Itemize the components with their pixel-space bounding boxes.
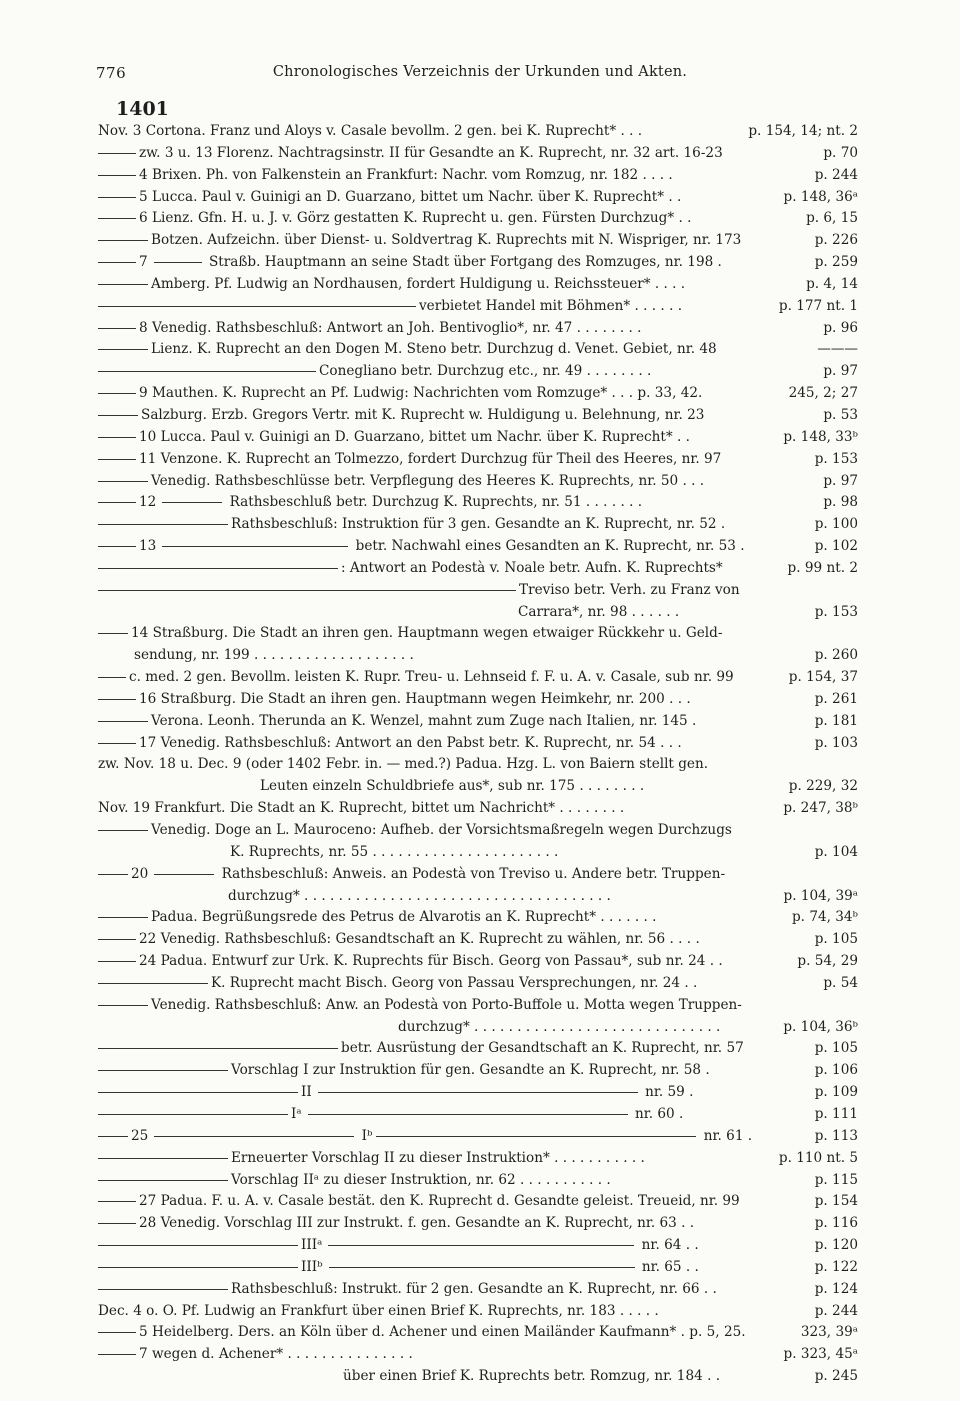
entry-text	[98, 514, 758, 536]
page-reference: p. 105	[814, 931, 858, 948]
page-reference: p. 226	[814, 232, 858, 249]
ditto-rule	[98, 502, 136, 503]
entry-row	[98, 1322, 858, 1344]
entry-main-text: Venedig. Rathsbeschlüsse betr. Verpflegung des Heeres K. Ruprechts, nr. 50 . . .	[151, 472, 705, 489]
entry-main-text: Venedig. Rathsbeschluß: Anw. an Podestà von Porto-Buffole u. Motta wegen Truppen-	[151, 996, 742, 1013]
entry-row	[98, 558, 858, 580]
entry-main-text: 7	[139, 254, 148, 271]
entry-continuation-text: nr. 60 .	[630, 1105, 684, 1122]
entry-text	[98, 318, 758, 340]
entry-text	[98, 711, 758, 733]
entry-main-text: zw. Nov. 18 u. Dec. 9 (oder 1402 Febr. in. — med.?) Padua. Hzg. L. von Baiern stellt gen.	[98, 756, 709, 773]
page-reference: p. 97	[823, 472, 858, 489]
ditto-rule	[308, 1114, 628, 1115]
page-reference: 245, 2; 27	[788, 385, 858, 402]
entry-main-text: Padua. Begrüßungsrede des Petrus de Alvarotis an K. Ruprecht* . . . . . . .	[151, 909, 657, 926]
entry-text	[98, 143, 758, 165]
entry-text	[134, 645, 758, 667]
entry-continuation-text: Rathsbeschluß: Anweis. an Podestà von Treviso u. Andere betr. Truppen-	[217, 865, 726, 882]
ditto-rule	[98, 415, 138, 416]
entry-main-text: betr. Ausrüstung der Gesandtschaft an K. Ruprecht, nr. 57	[341, 1040, 744, 1057]
entry-text	[98, 536, 758, 558]
entry-row	[98, 230, 858, 252]
entry-row	[98, 1104, 858, 1126]
entry-main-text: 16 Straßburg. Die Stadt an ihren gen. Hauptmann wegen Heimkehr, nr. 200 . . .	[139, 690, 691, 707]
entry-main-text: 8 Venedig. Rathsbeschluß: Antwort an Joh. Bentivoglio*, nr. 47 . . . . . . . .	[139, 319, 642, 336]
entry-main-text: 25	[131, 1127, 149, 1144]
entry-main-text: sendung, nr. 199 . . . . . . . . . . . . . . . . . . .	[134, 647, 414, 664]
entry-main-text: 20	[131, 865, 149, 882]
entry-row	[98, 667, 858, 689]
ditto-rule	[98, 437, 136, 438]
page-reference: p. 153	[814, 603, 858, 620]
entry-row	[98, 1148, 858, 1170]
ditto-rule	[98, 153, 136, 154]
page-reference: p. 109	[814, 1084, 858, 1101]
entry-row	[98, 1170, 858, 1192]
entry-text	[98, 361, 758, 383]
entry-row	[98, 1126, 858, 1148]
ditto-rule	[98, 1048, 338, 1049]
entry-main-text: Dec. 4 o. O. Pf. Ludwig an Frankfurt über einen Brief K. Ruprechts, nr. 183 . . . . .	[98, 1302, 659, 1319]
running-title: Chronologisches Verzeichnis der Urkunden und Akten.	[272, 64, 688, 80]
entry-text	[98, 1191, 758, 1213]
entry-text	[98, 973, 758, 995]
page-reference: p. 105	[814, 1040, 858, 1057]
ditto-rule	[98, 677, 126, 678]
entry-main-text: über einen Brief K. Ruprechts betr. Romzug, nr. 184 . .	[343, 1368, 721, 1385]
entry-main-text: 6 Lienz. Gfn. H. u. J. v. Görz gestatten K. Ruprecht u. gen. Fürsten Durchzug* . .	[139, 210, 692, 227]
page-reference: p. 102	[814, 538, 858, 555]
entry-main-text: 4 Brixen. Ph. von Falkenstein an Frankfurt: Nachr. vom Romzug, nr. 182 . . . .	[139, 166, 673, 183]
entry-continuation-text: nr. 61 .	[699, 1127, 753, 1144]
ditto-rule	[98, 1136, 128, 1137]
entry-text	[98, 187, 758, 209]
entry-row	[98, 754, 858, 776]
ditto-rule	[98, 939, 136, 940]
ditto-rule	[98, 284, 148, 285]
page-reference: p. 116	[814, 1215, 858, 1232]
page-reference: p. 122	[814, 1258, 858, 1275]
entry-row	[98, 929, 858, 951]
entry-row	[98, 1235, 858, 1257]
page-reference: 323, 39ᵃ	[800, 1324, 858, 1341]
ditto-rule	[376, 1136, 696, 1137]
entry-continuation-text: nr. 64 . .	[637, 1237, 699, 1254]
entry-main-text: 27 Padua. F. u. A. v. Casale bestät. den K. Ruprecht d. Gesandte geleist. Treueid, nr. 99	[139, 1193, 740, 1210]
entry-main-text: Nov. 3 Cortona. Franz und Aloys v. Casale bevollm. 2 gen. bei K. Ruprecht* . . .	[98, 123, 643, 139]
entry-row	[98, 733, 858, 755]
ditto-rule	[98, 874, 128, 875]
entry-text	[98, 1148, 758, 1170]
entry-main-text: 11 Venzone. K. Ruprecht an Tolmezzo, fordert Durchzug für Theil des Heeres, nr. 97	[139, 450, 722, 467]
page-reference: p. 96	[823, 319, 858, 336]
entry-main-text: K. Ruprechts, nr. 55 . . . . . . . . . . . . . . . . . . . . . .	[230, 843, 559, 860]
entry-text	[98, 864, 758, 886]
entry-text	[98, 296, 758, 318]
entry-row	[98, 1082, 858, 1104]
ditto-rule	[98, 306, 416, 307]
entry-text	[98, 1344, 758, 1366]
entry-row	[98, 296, 858, 318]
page-reference: p. 260	[814, 647, 858, 664]
entry-main-text: 10 Lucca. Paul v. Guinigi an D. Guarzano, bittet um Nachr. über K. Ruprecht* . .	[139, 428, 690, 445]
page-reference: p. 98	[823, 494, 858, 511]
entry-text	[98, 907, 758, 929]
entry-text	[98, 471, 758, 493]
entry-text	[98, 1170, 758, 1192]
entry-row	[98, 121, 858, 143]
page-reference: p. 154	[814, 1193, 858, 1210]
entry-row	[98, 907, 858, 929]
entry-main-text: Conegliano betr. Durchzug etc., nr. 49 . . . . . . . .	[319, 363, 652, 380]
ditto-rule	[98, 1223, 136, 1224]
entry-text	[98, 733, 758, 755]
entry-main-text: 7	[139, 1346, 148, 1363]
page-reference: p. 124	[814, 1280, 858, 1297]
entry-text	[260, 776, 758, 798]
ditto-rule	[98, 197, 136, 198]
entry-continuation-text: nr. 65 . .	[637, 1258, 699, 1275]
page-reference: p. 104, 39ᵃ	[783, 887, 858, 904]
entry-row	[98, 995, 858, 1017]
entry-row	[98, 514, 858, 536]
entry-main-text: Rathsbeschluß: Instruktion für 3 gen. Gesandte an K. Ruprecht, nr. 52 .	[231, 516, 726, 533]
page-reference: p. 229, 32	[788, 778, 858, 795]
ditto-rule	[98, 721, 148, 722]
page-reference: p. 154, 14; nt. 2	[748, 123, 858, 139]
ditto-rule	[98, 1289, 228, 1290]
entry-text	[98, 165, 758, 187]
entry-main-text: Erneuerter Vorschlag II zu dieser Instruktion* . . . . . . . . . . .	[231, 1149, 645, 1166]
ditto-rule	[154, 1136, 354, 1137]
ditto-rule	[318, 1092, 638, 1093]
entry-main-text: Carrara*, nr. 98 . . . . . .	[518, 603, 680, 620]
entry-text	[98, 995, 758, 1017]
page-reference: p. 104	[814, 843, 858, 860]
entry-text	[98, 558, 758, 580]
page-reference: p. 244	[814, 166, 858, 183]
entry-text	[98, 798, 758, 820]
page-reference: p. 54	[823, 974, 858, 991]
page-reference: p. 247, 38ᵇ	[783, 800, 858, 817]
page-reference: p. 181	[814, 712, 858, 729]
entry-row	[98, 645, 858, 667]
entry-main-text: Leuten einzeln Schuldbriefe aus*, sub nr. 175 . . . . . . . .	[260, 778, 645, 795]
entry-row	[98, 1213, 858, 1235]
entry-row	[98, 1257, 858, 1279]
entry-text	[98, 1257, 758, 1279]
ditto-rule	[98, 1332, 136, 1333]
ditto-rule	[98, 546, 136, 547]
entry-row	[98, 1366, 858, 1388]
entry-text	[98, 252, 758, 274]
entry-text	[98, 1082, 758, 1104]
page-reference: p. 54, 29	[797, 953, 858, 970]
page-reference: p. 103	[814, 734, 858, 751]
entry-row	[98, 1191, 858, 1213]
ditto-rule	[98, 481, 148, 482]
entry-continuation-text: wegen d. Achener* . . . . . . . . . . . . . . .	[147, 1346, 413, 1363]
entry-text	[98, 1104, 758, 1126]
entry-main-text: Treviso betr. Verh. zu Franz von	[519, 581, 740, 598]
ditto-rule	[98, 524, 228, 525]
page-reference: p. 148, 33ᵇ	[783, 428, 858, 445]
entry-row	[98, 1017, 858, 1039]
page-number: 776	[96, 64, 127, 82]
entry-main-text: K. Ruprecht macht Bisch. Georg von Passau Versprechungen, nr. 24 . .	[211, 974, 698, 991]
entry-text	[98, 405, 758, 427]
ditto-rule	[98, 699, 136, 700]
entry-row	[98, 864, 858, 886]
ditto-rule	[98, 1267, 298, 1268]
page-reference: p. 70	[823, 144, 858, 161]
entry-main-text: IIIᵇ	[301, 1258, 323, 1275]
entry-row	[98, 492, 858, 514]
ditto-rule	[98, 568, 338, 569]
ditto-rule	[98, 983, 208, 984]
entry-row	[98, 1060, 858, 1082]
entry-row	[98, 1301, 858, 1323]
ditto-rule	[98, 349, 148, 350]
entry-text	[98, 339, 758, 361]
entry-row	[98, 536, 858, 558]
ditto-rule	[328, 1245, 634, 1246]
page-reference: p. 148, 36ᵃ	[783, 188, 858, 205]
entry-row	[98, 1279, 858, 1301]
ditto-rule	[98, 218, 136, 219]
entry-text	[398, 1017, 758, 1039]
entry-main-text: durchzug* . . . . . . . . . . . . . . . . . . . . . . . . . . . . . . . . . . . .	[228, 887, 611, 904]
page-reference: p. 259	[814, 254, 858, 271]
page-reference: p. 115	[814, 1171, 858, 1188]
page-reference: p. 74, 34ᵇ	[791, 909, 858, 926]
entry-row	[98, 1344, 858, 1366]
entry-main-text: Rathsbeschluß: Instrukt. für 2 gen. Gesandte an K. Ruprecht, nr. 66 . .	[231, 1280, 717, 1297]
page-reference: p. 245	[814, 1368, 858, 1385]
entry-text	[228, 886, 758, 908]
entry-row	[98, 951, 858, 973]
ditto-rule	[98, 1180, 228, 1181]
page-reference: p. 244	[814, 1302, 858, 1319]
entry-row	[98, 886, 858, 908]
entry-row	[98, 383, 858, 405]
ditto-rule	[98, 328, 136, 329]
entry-row	[98, 820, 858, 842]
page-reference: p. 120	[814, 1237, 858, 1254]
entry-text	[98, 492, 758, 514]
entry-text	[98, 820, 758, 842]
entry-row	[98, 580, 858, 602]
page-reference: ———	[817, 341, 858, 358]
entry-main-text: 22 Venedig. Rathsbeschluß: Gesandtschaft an K. Ruprecht zu wählen, nr. 56 . . . .	[139, 931, 700, 948]
ditto-rule	[98, 175, 136, 176]
ditto-rule	[98, 1070, 228, 1071]
entry-main-text: Vorschlag I zur Instruktion für gen. Gesandte an K. Ruprecht, nr. 58 .	[231, 1062, 710, 1079]
entry-row	[98, 623, 858, 645]
entry-row	[98, 165, 858, 187]
entry-main-text: Venedig. Doge an L. Mauroceno: Aufheb. der Vorsichtsmaßregeln wegen Durchzugs	[151, 822, 732, 838]
ditto-rule	[162, 546, 348, 547]
entry-continuation-text: Iᵇ	[357, 1127, 373, 1144]
entry-main-text: 13	[139, 538, 157, 555]
entry-main-text: 24 Padua. Entwurf zur Urk. K. Ruprechts für Bisch. Georg von Passau*, sub nr. 24 . .	[139, 953, 723, 970]
ditto-rule	[98, 1114, 288, 1115]
page-reference: p. 99 nt. 2	[787, 559, 858, 576]
entry-main-text: Salzburg. Erzb. Gregors Vertr. mit K. Ruprecht w. Huldigung u. Belehnung, nr. 23	[141, 406, 705, 423]
page-header	[96, 64, 864, 84]
ditto-rule	[98, 393, 136, 394]
ditto-rule	[98, 590, 516, 591]
ditto-rule	[98, 917, 148, 918]
entry-main-text: 5 Heidelberg. Ders. an Köln über d. Achener und einen Mailänder Kaufmann* . p. 5, 25.	[139, 1324, 746, 1341]
entry-main-text: Iᵃ	[291, 1105, 302, 1122]
entry-main-text: IIIᵃ	[301, 1237, 323, 1254]
page-reference: p. 4, 14	[806, 275, 858, 292]
entry-row	[98, 1038, 858, 1060]
ditto-rule	[98, 1354, 136, 1355]
page-reference: p. 177 nt. 1	[778, 297, 858, 314]
entry-row	[98, 776, 858, 798]
entry-text	[98, 929, 758, 951]
ditto-rule	[98, 262, 136, 263]
year-heading: 1401	[116, 98, 169, 120]
entry-text	[518, 602, 758, 624]
ditto-rule	[162, 502, 222, 503]
entry-main-text: durchzug* . . . . . . . . . . . . . . . . . . . . . . . . . . . . .	[398, 1018, 721, 1035]
entry-main-text: Amberg. Pf. Ludwig an Nordhausen, fordert Huldigung u. Reichssteuer* . . . .	[151, 275, 686, 292]
entry-text	[98, 689, 758, 711]
entry-text	[98, 121, 758, 143]
ditto-rule	[98, 961, 136, 962]
entry-row	[98, 339, 858, 361]
entry-main-text: 14 Straßburg. Die Stadt an ihren gen. Hauptmann wegen etwaiger Rückkehr u. Geld-	[131, 625, 723, 642]
ditto-rule	[98, 371, 316, 372]
entry-row	[98, 798, 858, 820]
entry-main-text: 5 Lucca. Paul v. Guinigi an D. Guarzano, bittet um Nachr. über K. Ruprecht* . .	[139, 188, 682, 205]
entry-row	[98, 405, 858, 427]
entry-main-text: : Antwort an Podestà v. Noale betr. Aufn. K. Ruprechts*	[341, 559, 723, 576]
entry-text	[230, 842, 758, 864]
entry-row	[98, 252, 858, 274]
entry-main-text: zw. 3 u. 13 Florenz. Nachtragsinstr. II für Gesandte an K. Ruprecht, nr. 32 art. 16-23	[139, 144, 723, 161]
ditto-rule	[98, 1158, 228, 1159]
entry-text	[98, 449, 758, 471]
page-reference: p. 100	[814, 516, 858, 533]
entry-main-text: 28 Venedig. Vorschlag III zur Instrukt. f. gen. Gesandte an K. Ruprecht, nr. 63 . .	[139, 1215, 695, 1232]
entry-row	[98, 471, 858, 493]
entry-continuation-text: betr. Nachwahl eines Gesandten an K. Ruprecht, nr. 53 .	[351, 538, 745, 555]
ditto-rule	[98, 459, 136, 460]
ditto-rule	[329, 1267, 635, 1268]
ditto-rule	[98, 1005, 148, 1006]
page-reference: p. 261	[814, 690, 858, 707]
entry-text	[98, 1301, 758, 1323]
entry-text	[343, 1366, 758, 1388]
page-reference: p. 97	[823, 363, 858, 380]
entry-text	[98, 1279, 758, 1301]
entry-text	[98, 383, 758, 405]
ditto-rule	[154, 262, 202, 263]
entry-text	[98, 951, 758, 973]
ditto-rule	[98, 633, 128, 634]
entry-continuation-text: nr. 59 .	[640, 1084, 694, 1101]
entry-text	[98, 1235, 758, 1257]
entry-main-text: 12	[139, 494, 157, 511]
page-reference: p. 104, 36ᵇ	[783, 1018, 858, 1035]
entry-main-text: verbietet Handel mit Böhmen* . . . . . .	[419, 297, 683, 314]
entry-main-text: c. med. 2 gen. Bevollm. leisten K. Rupr. Treu- u. Lehnseid f. F. u. A. v. Casale, sub nr. 99	[129, 669, 734, 686]
entry-row	[98, 711, 858, 733]
entry-row	[98, 973, 858, 995]
entry-row	[98, 427, 858, 449]
ditto-rule	[98, 240, 148, 241]
ditto-rule	[154, 874, 214, 875]
entry-main-text: Lienz. K. Ruprecht an den Dogen M. Steno betr. Durchzug d. Venet. Gebiet, nr. 48	[151, 341, 717, 358]
entry-main-text: Botzen. Aufzeichn. über Dienst- u. Soldvertrag K. Ruprechts mit N. Wispriger, nr. 173	[151, 232, 742, 249]
entry-row	[98, 274, 858, 296]
page-reference: p. 6, 15	[806, 210, 858, 227]
page-reference: p. 153	[814, 450, 858, 467]
entry-continuation-text: Rathsbeschluß betr. Durchzug K. Ruprechts, nr. 51 . . . . . . .	[225, 494, 643, 511]
ditto-rule	[98, 743, 136, 744]
entry-text	[98, 1060, 758, 1082]
entry-text	[98, 274, 758, 296]
entry-main-text: 17 Venedig. Rathsbeschluß: Antwort an den Pabst betr. K. Ruprecht, nr. 54 . . .	[139, 734, 682, 751]
entry-text	[98, 427, 758, 449]
ditto-rule	[98, 830, 148, 831]
entry-row	[98, 689, 858, 711]
page-reference: p. 53	[823, 406, 858, 423]
entry-text	[98, 1213, 758, 1235]
entry-main-text: Vorschlag IIᵃ zu dieser Instruktion, nr. 62 . . . . . . . . . . .	[231, 1171, 611, 1188]
entry-main-text: 9 Mauthen. K. Ruprecht an Pf. Ludwig: Nachrichten vom Romzuge* . . . p. 33, 42.	[139, 385, 703, 402]
entry-row	[98, 208, 858, 230]
entry-row	[98, 143, 858, 165]
entry-row	[98, 449, 858, 471]
entry-list	[98, 121, 858, 1388]
ditto-rule	[98, 1201, 136, 1202]
entry-text	[98, 208, 758, 230]
ditto-rule	[98, 1092, 298, 1093]
entry-text	[98, 754, 758, 776]
entry-text	[98, 580, 758, 602]
entry-text	[98, 667, 758, 689]
page-reference: p. 111	[814, 1105, 858, 1122]
entry-main-text: Nov. 19 Frankfurt. Die Stadt an K. Ruprecht, bittet um Nachricht* . . . . . . . .	[98, 800, 625, 817]
page-reference: p. 110 nt. 5	[778, 1149, 858, 1166]
entry-row	[98, 842, 858, 864]
entry-row	[98, 361, 858, 383]
entry-text	[98, 230, 758, 252]
entry-main-text: Verona. Leonh. Therunda an K. Wenzel, mahnt zum Zuge nach Italien, nr. 145 .	[151, 712, 697, 729]
entry-row	[98, 602, 858, 624]
entry-text	[98, 1322, 758, 1344]
entry-row	[98, 187, 858, 209]
page-reference: p. 106	[814, 1062, 858, 1079]
entry-text	[98, 1038, 758, 1060]
entry-main-text: II	[301, 1084, 312, 1101]
page-reference: p. 323, 45ᵃ	[783, 1346, 858, 1363]
page-reference: p. 154, 37	[788, 669, 858, 686]
entry-continuation-text: Straßb. Hauptmann an seine Stadt über Fortgang des Romzuges, nr. 198 .	[204, 254, 722, 271]
entry-text	[98, 1126, 758, 1148]
ditto-rule	[98, 1245, 298, 1246]
entry-text	[98, 623, 758, 645]
page-reference: p. 113	[814, 1127, 858, 1144]
entry-row	[98, 318, 858, 340]
